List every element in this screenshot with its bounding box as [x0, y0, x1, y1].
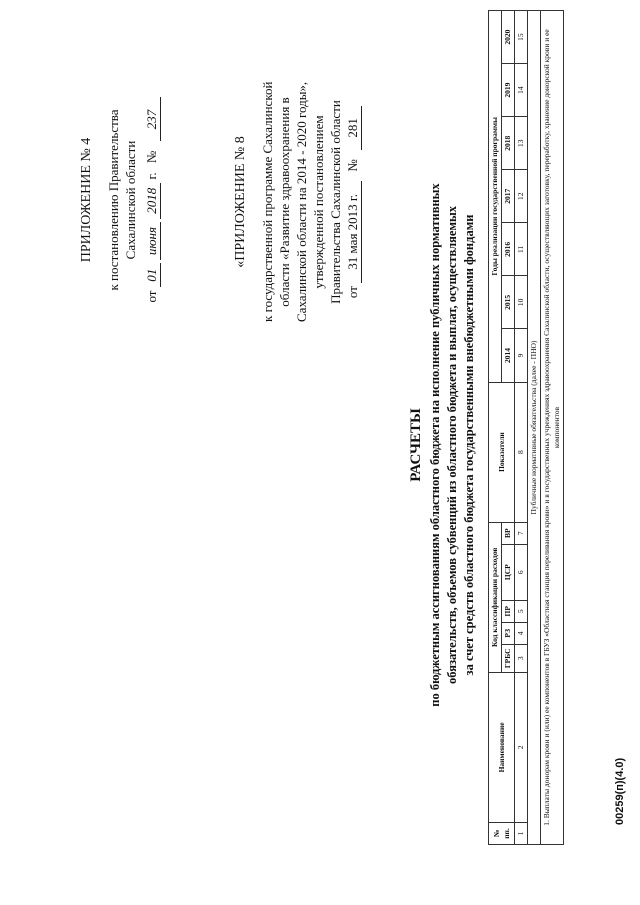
year-2018: 2018	[502, 117, 515, 170]
appendix-4-day: 01	[143, 263, 161, 287]
year-2014: 2014	[502, 329, 515, 382]
item-row	[541, 11, 564, 845]
calculation-table	[488, 10, 564, 845]
appendix-4-number-label: №	[144, 150, 159, 164]
appendix-8-from-label: от	[345, 286, 360, 299]
column-number: 5	[515, 600, 528, 622]
appendix-8-header	[232, 82, 362, 322]
header-code: Код классификации расходов	[489, 522, 502, 672]
column-number: 6	[515, 544, 528, 600]
column-number: 15	[515, 11, 528, 64]
column-number: 14	[515, 64, 528, 117]
code-grbs: ГРБС	[502, 644, 515, 672]
appendix-8-line: к государственной программе Сахалинской	[260, 81, 275, 322]
appendix-4-from-label: от	[144, 290, 159, 303]
year-2020: 2020	[502, 11, 515, 64]
appendix-8-line: Сахалинской области на 2014 - 2020 годы»,	[294, 81, 309, 322]
column-number: 2	[515, 672, 528, 822]
column-number: 8	[515, 382, 528, 522]
appendix-4-line1: к постановлению Правительства	[106, 109, 121, 291]
header-number: № пп.	[489, 822, 515, 844]
appendix-8-number-label: №	[345, 159, 360, 172]
code-csr: ЦСР	[502, 544, 515, 600]
appendix-4-header	[78, 90, 161, 310]
document-subtitle-line: по бюджетным ассигнованиям областного бюджета на исполнение публичных нормативных	[428, 183, 442, 707]
header-years: Годы реализации государственной программы	[489, 11, 502, 383]
appendix-4-title: ПРИЛОЖЕНИЕ № 4	[79, 137, 94, 263]
section-pno: Публичные нормативные обязательства (далее - ПНО)	[528, 11, 541, 845]
document-subtitle-line: обязательств, объемов субвенций из областного бюджета и выплат, осуществляемых	[445, 206, 459, 684]
document-subtitle-line: за счет средств областного бюджета государственными внебюджетными фондами	[462, 214, 476, 676]
header-indicators: Показатели	[489, 382, 515, 522]
column-number: 4	[515, 622, 528, 644]
year-2016: 2016	[502, 223, 515, 276]
code-rz: РЗ	[502, 622, 515, 644]
code-vr: ВР	[502, 522, 515, 544]
appendix-4-year-suffix: г.	[144, 172, 159, 180]
year-2019: 2019	[502, 64, 515, 117]
column-number: 1	[515, 822, 528, 844]
section-row	[528, 11, 541, 845]
appendix-4-date-line	[143, 90, 161, 310]
document-title: РАСЧЕТЫ	[408, 408, 424, 482]
column-number: 10	[515, 276, 528, 329]
appendix-4-line2: Сахалинской области	[123, 140, 138, 260]
year-2015: 2015	[502, 276, 515, 329]
appendix-8-line: области «Развитие здравоохранения в	[277, 97, 292, 307]
appendix-4-month: июня	[143, 222, 161, 260]
column-number-row	[515, 11, 528, 845]
appendix-8-title: «ПРИЛОЖЕНИЕ № 8	[233, 136, 248, 268]
header-name: Наименование	[489, 672, 515, 822]
appendix-8-line: утвержденной постановлением	[311, 115, 326, 289]
footer-code: 00259(п)(4.0)	[614, 757, 626, 825]
appendix-8-line: Правительства Сахалинской области	[328, 100, 343, 304]
item-donor-payments: 1. Выплаты донорам крови и (или) ее компонентов в ГБУЗ «Областная станция переливания крови» и в государственных учреждениях здравоохранения Сахалинской области, осуществляющих заготовку, переработку, хранение донорской крови и ее компонентов	[541, 11, 564, 845]
appendix-8-number: 281	[344, 106, 362, 150]
column-number: 12	[515, 170, 528, 223]
column-number: 13	[515, 117, 528, 170]
column-number: 11	[515, 223, 528, 276]
table-header-row	[489, 11, 502, 845]
code-pr: ПР	[502, 600, 515, 622]
column-number: 7	[515, 522, 528, 544]
appendix-8-date: 31 мая 2013 г.	[344, 181, 362, 283]
year-2017: 2017	[502, 170, 515, 223]
document-title-block	[408, 85, 478, 805]
appendix-8-date-line	[344, 82, 362, 322]
column-number: 3	[515, 644, 528, 672]
column-number: 9	[515, 329, 528, 382]
appendix-4-year: 2018	[143, 183, 161, 219]
appendix-4-number: 237	[143, 97, 161, 141]
